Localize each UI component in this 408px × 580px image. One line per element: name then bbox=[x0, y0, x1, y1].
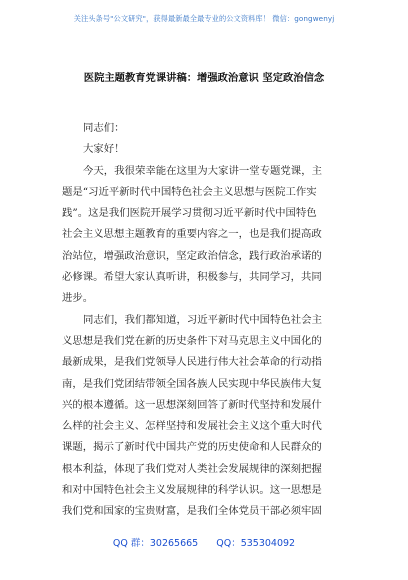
footer-qq-group: QQ 群：30265665 bbox=[112, 538, 199, 549]
body-line: 么样的社会主义、怎样坚持和发展社会主义这个重大时代 bbox=[62, 420, 322, 433]
body-line: 社会主义思想主题教育的重要内容之一，也是我们提高政 bbox=[62, 228, 322, 241]
body-line: 最新成果，是我们党领导人民进行伟大社会革命的行动指 bbox=[62, 356, 322, 369]
body-line: 践”。这是我们医院开展学习贯彻习近平新时代中国特色 bbox=[62, 207, 317, 220]
body-line: 必修课。希望大家认真听讲，积极参与，共同学习，共同 bbox=[62, 271, 322, 284]
body-line: 我们党和国家的宝贵财富，是我们全体党员干部必须牢固 bbox=[62, 505, 322, 518]
body-line: 义思想是我们党在新的历史条件下对马克思主义中国化的 bbox=[62, 334, 322, 347]
body-line: 治站位，增强政治意识，坚定政治信念，践行政治承诺的 bbox=[62, 249, 322, 262]
body-line: 南，是我们党团结带领全国各族人民实现中华民族伟大复 bbox=[62, 377, 322, 390]
body-line: 课题，揭示了新时代中国共产党的历史使命和人民群众的 bbox=[62, 441, 322, 454]
footer-contact bbox=[0, 535, 408, 549]
footer-qq: QQ：535304092 bbox=[216, 538, 296, 549]
document-title: 医院主题教育党课讲稿：增强政治意识 坚定政治信念 bbox=[83, 72, 325, 84]
document-body bbox=[62, 118, 352, 523]
body-line: 进步。 bbox=[62, 292, 94, 305]
body-line: 题是“习近平新时代中国特色社会主义思想与医院工作实 bbox=[62, 185, 317, 198]
body-line: 今天，我很荣幸能在这里为大家讲一堂专题党课，主 bbox=[83, 164, 322, 177]
hello-line: 大家好！ bbox=[83, 143, 125, 156]
body-line: 兴的根本遵循。这一思想深刻回答了新时代坚持和发展什 bbox=[62, 398, 322, 411]
body-line: 和对中国特色社会主义发展规律的科学认识。这一思想是 bbox=[62, 484, 322, 497]
top-banner: 关注头条号"公文研究"，获得最新最全最专业的公文资料库！ 微信：gongwenyj bbox=[73, 14, 335, 23]
body-line: 同志们，我们都知道，习近平新时代中国特色社会主 bbox=[83, 313, 322, 326]
body-line: 根本利益，体现了我们党对人类社会发展规律的深刻把握 bbox=[62, 462, 322, 475]
greeting-line: 同志们： bbox=[83, 122, 125, 134]
